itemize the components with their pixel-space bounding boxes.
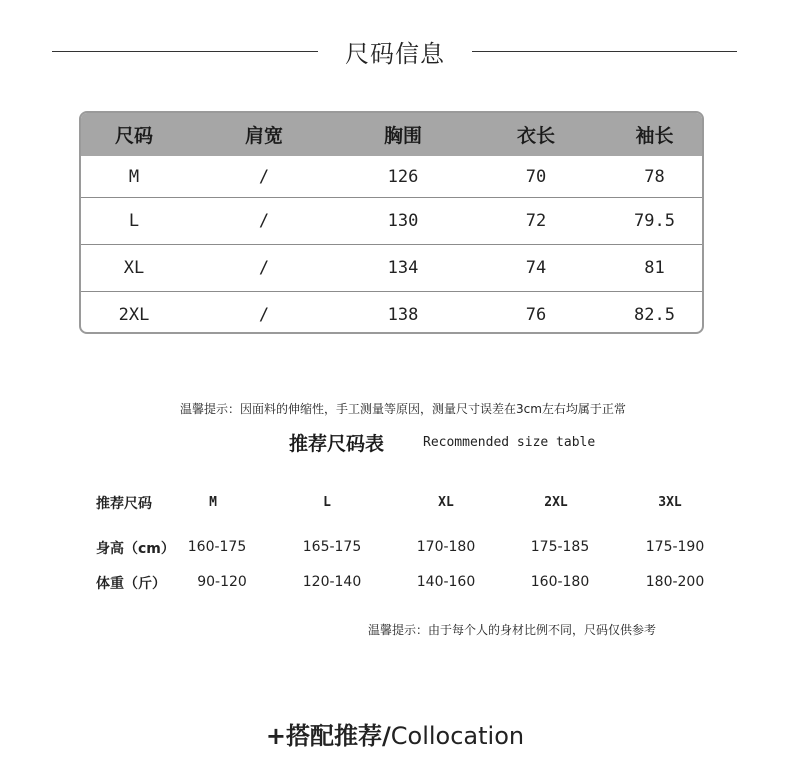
cell-length: 74 — [525, 258, 547, 278]
height-value: 160-175 — [187, 539, 247, 555]
cell-size: XL — [123, 258, 145, 278]
size-table — [79, 111, 704, 334]
weight-value: 160-180 — [530, 574, 590, 590]
cell-sleeve: 78 — [644, 166, 665, 187]
height-value: 165-175 — [302, 539, 362, 555]
cell-size: L — [128, 211, 140, 231]
weight-value: 120-140 — [302, 574, 362, 590]
height-value: 170-180 — [416, 539, 476, 555]
cell-length: 72 — [525, 211, 547, 231]
recommend-title: 推荐尺码表 — [289, 433, 385, 455]
col-header-chest: 胸围 — [383, 125, 422, 147]
size-table-header — [81, 113, 702, 156]
col-header-shoulder: 肩宽 — [244, 125, 283, 147]
weight-value: 90-120 — [197, 574, 247, 590]
col-header-length: 衣长 — [516, 125, 555, 147]
cell-shoulder: / — [258, 304, 270, 325]
page-title: 尺码信息 — [345, 40, 445, 68]
table-row — [81, 197, 702, 244]
weight-value: 140-160 — [416, 574, 476, 590]
table-row — [81, 291, 702, 334]
weight-label: 体重（斤） — [96, 576, 166, 592]
cell-chest: 134 — [387, 258, 419, 278]
cell-chest: 130 — [387, 211, 419, 231]
collocation-en: Collocation — [390, 722, 525, 750]
collocation-separator: / — [382, 722, 391, 750]
table-row — [81, 156, 702, 197]
recommend-size-header: 3XL — [658, 495, 682, 510]
recommend-header-label: 推荐尺码 — [96, 496, 152, 512]
recommend-size-header: L — [323, 495, 331, 510]
height-label: 身高（cm） — [96, 541, 175, 557]
table-row — [81, 244, 702, 291]
recommend-size-header: 2XL — [544, 495, 568, 510]
height-value: 175-185 — [530, 539, 590, 555]
cell-sleeve: 82.5 — [634, 304, 675, 325]
weight-value: 180-200 — [645, 574, 705, 590]
plus-icon: + — [265, 722, 286, 750]
col-header-size: 尺码 — [114, 125, 153, 147]
collocation-cn: 搭配推荐 — [286, 722, 382, 750]
cell-shoulder: / — [258, 166, 270, 187]
col-header-sleeve: 袖长 — [635, 125, 674, 147]
cell-size: 2XL — [118, 304, 150, 325]
cell-length: 76 — [525, 304, 547, 325]
cell-chest: 138 — [387, 304, 419, 325]
recommend-size-header: M — [209, 495, 217, 510]
cell-chest: 126 — [387, 166, 419, 187]
cell-sleeve: 79.5 — [634, 211, 675, 231]
cell-sleeve: 81 — [644, 258, 665, 278]
recommend-size-header: XL — [438, 495, 454, 510]
cell-shoulder: / — [258, 211, 270, 231]
cell-size: M — [128, 166, 140, 187]
reference-tip: 温馨提示：由于每个人的身材比例不同，尺码仅供参考 — [368, 623, 657, 637]
recommend-subtitle: Recommended size table — [423, 435, 596, 450]
measurement-tip: 温馨提示：因面料的伸缩性，手工测量等原因，测量尺寸误差在3cm左右均属于正常 — [180, 402, 626, 416]
cell-shoulder: / — [258, 258, 270, 278]
collocation-heading — [0, 716, 790, 751]
cell-length: 70 — [525, 166, 547, 187]
height-value: 175-190 — [645, 539, 705, 555]
